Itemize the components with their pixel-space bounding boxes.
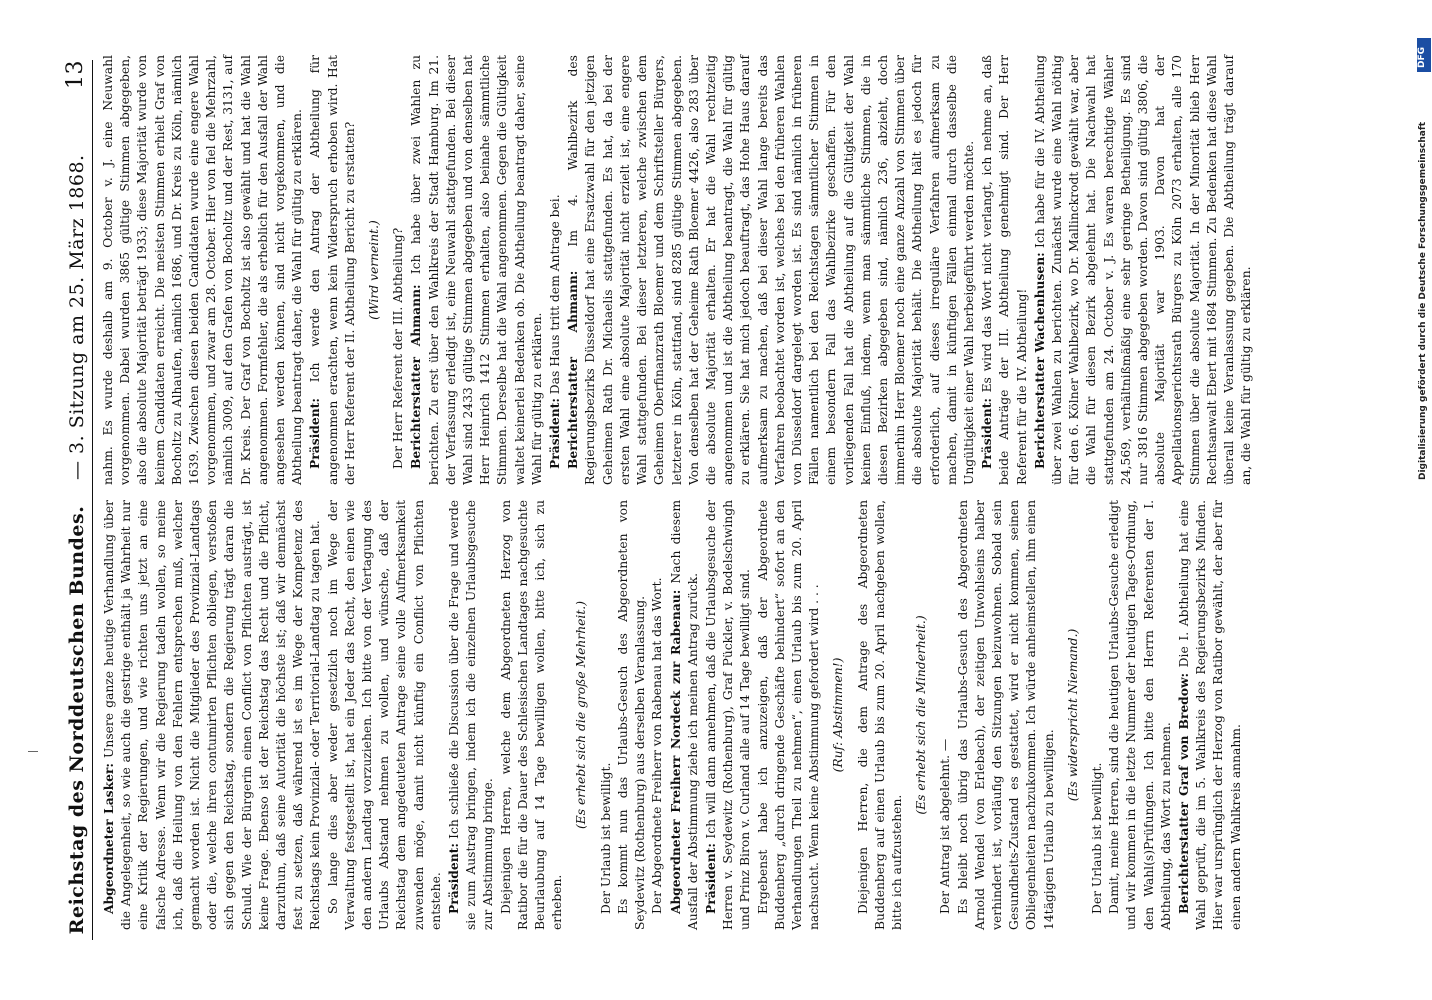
paragraph-text: Ich habe über zwei Wahlen zu berichten. Zu erst über den Wahlkreis der Stadt Hamburg. Im 21. der Verfassung erledigt ist, eine Neuwahl stattgefunden. Bei dieser Wahl sind 2433 gültige Stimmen abgegeben und von denselben hat Herr Heinrich 1412 Stimmen erhalten, also beinahe sämmtliche Stimmen. Derselbe hat die Wahl angenommen. Gegen die Gültigkeit waltet keinerlei Bedenken ob. Die Abtheilung beantragt daher, seine Wahl für gültig zu erklären. xyxy=(409,55,544,485)
paragraph xyxy=(498,500,567,930)
speaker-name: Abgeordneter Freiherr Nordeck zur Rabenau: xyxy=(667,589,683,914)
paragraph xyxy=(755,500,824,930)
paragraph-text: Ich schließe die Discussion über die Frage und werde sie zum Austrag bringen, indem ich die einzelnen Urlaubsgesuche zur Abstimmung bringe. xyxy=(447,500,496,930)
paragraph-text: Unsere ganze heutige Verhandlung über die Angelegenheit, so wie auch die gestrige enthält ja Wahrheit nur eine Kritik der Regierungen, und wie richten uns jetzt an eine falsche Adresse. Wenn wir die Regierung tadeln wollen, so meine ich, daß die Heilung von den Fehlern entsprechen muß, welcher gemacht worden ist. Nicht die Mitglieder des Provinzial-Landtags oder die, welche ihren contumirten Pflichten obliegen, verstoßen sich gegen den Reichstag, sondern die Regierung trägt daran die Schuld. Wie der Bürgerin einen Conflict von Pflichten austrägt, ist keine Frage. Ebenso ist der Reichstag das Recht und die Pflicht, darzuthun, daß seine Autorität die höchste ist; daß wir demnächst fest zu setzen, daß während ist es im Wege der Kompetenz des Reichstags kein Provinzial- oder Territorial-Landtag zu tagen hat. xyxy=(102,500,323,930)
speaker-name: Berichterstatter Ahmann: xyxy=(408,284,424,469)
page-header xyxy=(62,60,93,940)
paragraph-text: Ich will dann annehmen, daß die Urlaubsgesuche der Herren v. Seydewitz (Rothenburg), Graf Pückler, v. Bodelschwingh und Prinz Biron v. Curland alle auf 14 Tage bewilligt sind. xyxy=(703,500,753,930)
paragraph xyxy=(407,55,546,485)
speaker-name: Präsident: xyxy=(446,843,462,914)
paragraph-text: Der Antrag ist abgelehnt. — xyxy=(938,738,953,914)
header-left-title: Reichstag des Norddeutschen Bundes. xyxy=(66,505,88,935)
page-number: 13 xyxy=(63,60,88,89)
speaker-name: Berichterstatter Wachenhusen: xyxy=(1031,252,1047,469)
speaker-name: Präsident: xyxy=(979,398,995,469)
stage-direction xyxy=(573,500,590,930)
paragraph xyxy=(546,55,564,485)
paragraph-text: Ergebenst habe ich anzuzeigen, daß der Abgeordnete Buddenberg „durch dringende Geschäfte behindert“ sofort an den Verhandlungen Theil zu nehmen“, einen Urlaub bis zum 20. April nachsucht. Wenn keine Abstimmung gefordert wird . . . xyxy=(755,500,822,930)
paragraph xyxy=(598,500,615,930)
paragraph xyxy=(1089,500,1106,930)
paragraph-text: (Es erhebt sich die Minderheit.) xyxy=(914,615,929,815)
paragraph-text: Der Herr Referent der III. Abtheilung? xyxy=(391,227,406,469)
digitization-credit: Digitalisierung gefördert durch die Deutsche Forschungsgemeinschaft xyxy=(1418,121,1428,480)
scan-mark xyxy=(28,745,38,752)
paragraph xyxy=(1031,55,1256,485)
header-right-title: — 3. Sitzung am 25. März 1868. xyxy=(66,154,88,480)
paragraph-text: (Ruf: Abstimmen!) xyxy=(831,657,846,773)
stage-direction xyxy=(830,500,847,930)
right-column xyxy=(100,55,1255,485)
paragraph-text: Nach diesem Ausfall der Abstimmung ziehe ich meinen Antrag zurück. xyxy=(668,499,700,930)
paragraph-text: Der Abgeordnete Freiherr von Rabenau hat das Wort. xyxy=(650,577,665,914)
paragraph-text: Ich werde den Antrag der Abtheilung für angenommen erachten, wenn kein Widerspruch erhoben wird. Hat der Herr Referent der II. Abtheilung Bericht zu erstatten? xyxy=(308,55,357,485)
dfg-logo: DFG xyxy=(1417,38,1431,72)
paragraph-text: Ich habe für die IV. Abtheilung über zwei Wahlen zu berichten. Zunächst wurde eine Wahl nöthig für den 6. Kölner Wahlbezirk, wo Dr. Mallinckrodt gewählt war, aber die Wahl für diesen Bezirk abgelehnt hat. Die Nachwahl hat stattgefunden am 24. October v. J. Es waren berechtigte Wähler 24,569, verhältnißmäßig eine sehr geringe Betheiligung. Es sind nur 3816 Stimmen abgegeben worden. Davon sind gültig 3806, die absolute Majorität war 1903. Davon hat der Appellationsgerichtsrath Bürgers zu Köln 2073 erhalten, alle 170 Stimmen über die absolute Majorität. In der Minorität blieb Herr Rechtsanwalt Ebert mit 1684 Stimmen. Zu Bedenken hat diese Wahl überall keine Veranlassung gegeben. Die Abtheilung trägt darauf an, die Wahl für gültig zu erklären. xyxy=(1032,55,1254,485)
paragraph-text: Damit, meine Herren, sind die heutigen Urlaubs-Gesuche erledigt und wir kommen in die letzte Nummer der heutigen Tages-Ordnung, den Wahl(s)Prüfungen. Ich bitte den Herrn Referenten der I. Abtheilung, das Wort zu nehmen. xyxy=(1107,500,1173,930)
paragraph xyxy=(100,55,306,485)
paragraph xyxy=(702,500,755,930)
paragraph-text: nahm. Es wurde deshalb am 9. October v. J. eine Neuwahl vorgenommen. Dabei wurden 3865 gültige Stimmen abgegeben, also die absolute Majorität beträgt 1933; diese Majorität wurde von keinem Candidaten erreicht. Die meisten Stimmen erhielt Graf von Bocholtz zu Alhaufen, nämlich 1686, und Dr. Kreis zu Köln, nämlich 1639. Zwischen diesen beiden Candidaten wurde eine engere Wahl vorgenommen, und zwar am 28. October. Hier von fiel die Mehrzahl, nämlich 3009, auf den Grafen von Bocholtz und der Rest, 3131, auf Dr. Kreis. Der Graf von Bocholtz ist also gewählt und hat die Wahl angenommen. Formfehler, die als erheblich für den Ausfall der Wahl angesehen werden können, sind nicht vorgekommen, und die Abtheilung beantragt daher, die Wahl für gültig zu erklären. xyxy=(101,55,305,485)
paragraph xyxy=(615,500,649,930)
paragraph xyxy=(1106,500,1175,930)
paragraph xyxy=(978,55,1031,485)
paragraph-text: Im 4. Wahlbezirk des Regierungsbezirks Düsseldorf hat eine Ersatzwahl für den jetzigen Geheimen Rath Dr. Michaelis stattgefunden. Es hat, da bei der ersten Wahl eine absolute Majorität nicht erzielt ist, eine engere Wahl stattgefunden. Bei dieser letzteren, welche zwischen dem Geheimen Oberfinanzrath Bloemer und dem Schriftsteller Bürgers, letzterer in Köln, stattfand, sind 8285 gültige Stimmen abgegeben. Von denselben hat der Geheime Rath Bloemer 4426, also 283 über die absolute Majorität erhalten. Er hat die Wahl rechtzeitig angenommen und ist die Abtheilung beantragt, die Wahl für gültig zu erklären. Sie hat mich jedoch beauftragt, das Hohe Haus darauf aufmerksam zu machen, daß bei dieser Wahl lange bereits das Verfahren beobachtet worden ist, welches bei den früheren Wahlen von Düsseldorf dargelegt worden ist. Es sind nämlich in früheren Fällen namentlich bei den Reichstagen sämmtlicher Stimmen in einem besondern Fall das Wahlbezirke geschaffen. Für den vorliegenden Fall hat die Abtheilung auf die Gültigkeit der Wahl keinen Einfluß, indem, wenn man sämmtliche Stimmen, die in diesen Bezirken abgegeben sind, nämlich 236, abzieht, doch immerhin Herr Bloemer noch eine ganze Anzahl von Stimmen über die absolute Majorität behält. Die Abtheilung hält es jedoch für erforderlich, auf dieses irreguläre Verfahren aufmerksam zu machen, damit in künftigen Fällen einmal durch dasselbe die Ungültigkeit einer Wahl herbeigeführt werden möchte. xyxy=(566,55,976,485)
stage-direction xyxy=(366,55,383,485)
paragraph-text: Diejenigen Herren, welche dem Abgeordneten Herzog von Ratibor die für die Dauer des Schlesischen Landtages nachgesuchte Beurlaubung auf 14 Tage bewilligen wollen, bitte ich, sich zu erheben. xyxy=(498,500,565,930)
paragraph xyxy=(937,500,954,930)
paragraph xyxy=(855,500,907,930)
left-column xyxy=(100,500,1245,930)
speaker-name: Präsident: xyxy=(702,843,718,914)
paragraph-text: So lange dies aber weder gesetzlich noch im Wege der Verwaltung festgestellt ist, hat ein Jeder das Recht, den einen wie den andern Landtag vorzuziehen. Ich bitte von der Vertagung des Urlaubs Abstand nehmen zu wollen, und wünsche, daß der Reichstag dem angedeuteten Antrage seine volle Aufmerksamkeit zuwenden möge, damit nicht künftig ein Conflict von Pflichten entstehe. xyxy=(325,500,443,930)
paragraph-text: Das Haus tritt dem Antrage bei. xyxy=(548,194,563,399)
paragraph xyxy=(306,55,359,485)
paragraph xyxy=(325,500,445,930)
paragraph-text: Es bleibt noch übrig das Urlaubs-Gesuch des Abgeordneten Arnold Wendel (von Erlebach), der zeitigen Unwohlseins halber verhindert ist, vorläufig den Sitzungen beizuwohnen. Sobald sein Gesundheits-Zustand es gestattet, wird er nicht kommen, seinen Obliegenheiten nachzukommen. Ich würde anheimstellen, ihm einen 14tägigen Urlaub zu bewilligen. xyxy=(955,500,1056,930)
paragraph-text: Die I. Abtheilung hat eine Wahl geprüft, die im 5. Wahlkreis des Regierungsbezirks Minden. Hier war ursprünglich der Herzog von Ratibor gewählt, der aber für einen andern Wahlkreis annahm. xyxy=(1176,500,1243,930)
paragraph xyxy=(649,500,666,930)
paragraph-text: (Es widerspricht Niemand.) xyxy=(1065,628,1080,802)
paragraph xyxy=(564,55,978,485)
paragraph xyxy=(1175,500,1245,930)
paragraph-text: (Wird verneint.) xyxy=(367,220,382,320)
paragraph xyxy=(667,500,702,930)
speaker-name: Berichterstatter Ahmann: xyxy=(565,270,581,469)
paragraph-text: (Es erhebt sich die große Mehrheit.) xyxy=(574,601,589,830)
paragraph-text: Es kommt nun das Urlaubs-Gesuch des Abgeordneten von Seydewitz (Rothenburg) aus derselben Veranlassung. xyxy=(615,500,648,930)
speaker-name: Präsident: xyxy=(307,398,323,469)
stage-direction xyxy=(913,500,930,930)
paragraph xyxy=(955,500,1058,930)
speaker-name: Berichterstatter Graf von Bredow: xyxy=(1175,672,1191,914)
paragraph-text: Der Urlaub ist bewilligt. xyxy=(598,762,613,914)
speaker-name: Präsident: xyxy=(547,398,563,469)
paragraph xyxy=(445,500,498,930)
speaker-name: Abgeordneter Lasker: xyxy=(101,763,116,914)
paragraph xyxy=(390,55,407,485)
stage-direction xyxy=(1065,500,1082,930)
paragraph-text: Der Urlaub ist bewilligt. xyxy=(1089,762,1104,914)
paragraph xyxy=(100,500,325,930)
paragraph-text: Diejenigen Herren, die dem Antrage des Abgeordneten Buddenberg auf einen Urlaub bis zum 20. April nachgeben wollen, bitte ich aufzustehen. xyxy=(855,500,904,930)
paragraph-text: Es wird das Wort nicht verlangt, ich nehme an, daß beide Anträge der III. Abtheilung genehmigt sind. Der Herr Referent für die IV. Abtheilung! xyxy=(980,55,1029,485)
